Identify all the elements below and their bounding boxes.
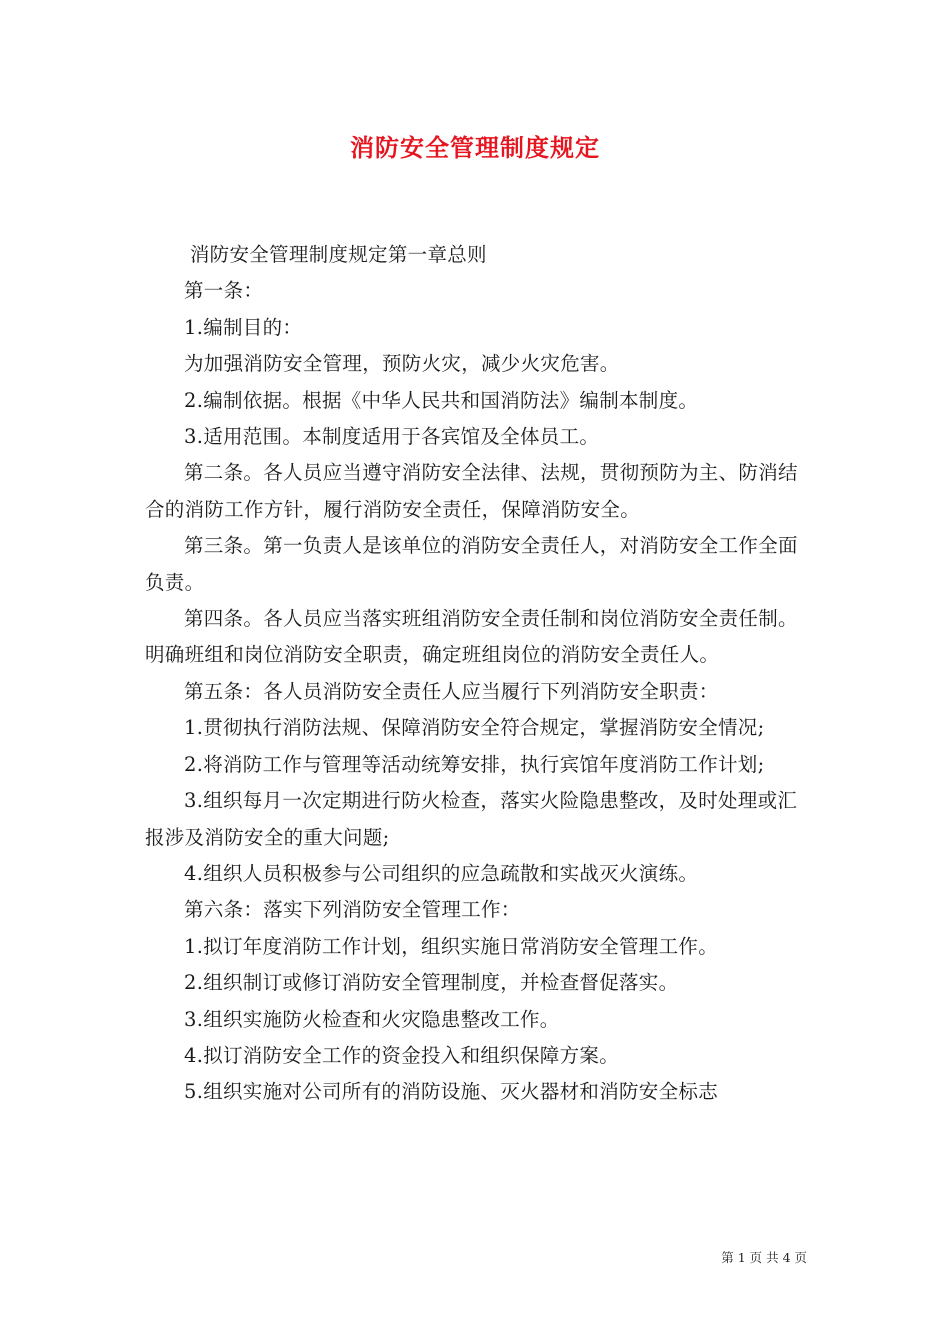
- paragraph: 4.拟订消防安全工作的资金投入和组织保障方案。: [184, 1043, 620, 1067]
- paragraph: 第五条：各人员消防安全责任人应当履行下列消防安全职责：: [184, 679, 719, 703]
- paragraph: 5.组织实施对公司所有的消防设施、灭火器材和消防安全标志: [184, 1080, 719, 1104]
- paragraph: 3.适用范围。本制度适用于各宾馆及全体员工。: [184, 425, 600, 449]
- paragraph: 第六条：落实下列消防安全管理工作：: [184, 898, 521, 922]
- paragraph: 2.组织制订或修订消防安全管理制度，并检查督促落实。: [184, 971, 679, 995]
- paragraph: 2.将消防工作与管理等活动统筹安排，执行宾馆年度消防工作计划;: [184, 752, 765, 776]
- paragraph: 第二条。各人员应当遵守消防安全法律、法规，贯彻预防为主、防消结合的消防工作方针，履行消防安全责任，保障消防安全。: [145, 461, 798, 521]
- paragraph: 1.拟订年度消防工作计划，组织实施日常消防安全管理工作。: [184, 934, 719, 958]
- paragraph: 3.组织实施防火检查和火灾隐患整改工作。: [184, 1007, 560, 1031]
- paragraph: 4.组织人员积极参与公司组织的应急疏散和实战灭火演练。: [184, 861, 699, 885]
- paragraph: 1.贯彻执行消防法规、保障消防安全符合规定，掌握消防安全情况;: [184, 716, 765, 740]
- paragraph: 3.组织每月一次定期进行防火检查，落实火险隐患整改，及时处理或汇报涉及消防安全的重大问题;: [145, 789, 798, 849]
- paragraph: 第一条：: [184, 279, 264, 303]
- page-number-footer: 第 1 页 共 4 页: [721, 1250, 807, 1265]
- document-title: 消防安全管理制度规定: [350, 133, 600, 162]
- paragraph: 消防安全管理制度规定第一章总则: [189, 243, 487, 266]
- document-body: [145, 237, 810, 1111]
- paragraph: 第三条。第一负责人是该单位的消防安全责任人，对消防安全工作全面负责。: [145, 534, 798, 594]
- paragraph: 1.编制目的：: [184, 315, 303, 339]
- paragraph: 第四条。各人员应当落实班组消防安全责任制和岗位消防安全责任制。明确班组和岗位消防安全职责，确定班组岗位的消防安全责任人。: [145, 607, 798, 667]
- paragraph: 为加强消防安全管理，预防火灾，减少火灾危害。: [184, 352, 620, 376]
- paragraph: 2.编制依据。根据《中华人民共和国消防法》编制本制度。: [184, 388, 699, 412]
